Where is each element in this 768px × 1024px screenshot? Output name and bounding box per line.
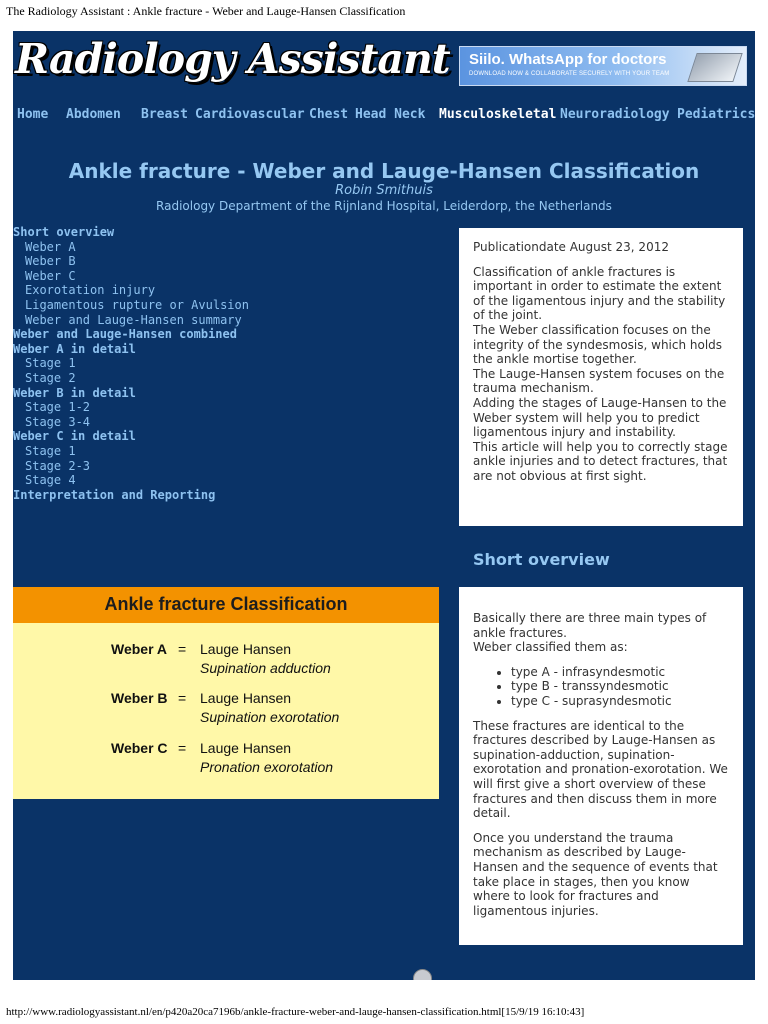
list-item: • type A - infrasyndesmotic — [511, 665, 729, 680]
lauge-hansen-label: Lauge Hansen — [200, 740, 292, 756]
list-item: • type C - suprasyndesmotic — [511, 694, 729, 709]
article-author: Robin Smithuis — [335, 183, 433, 198]
toc-link[interactable]: Weber and Lauge-Hansen combined — [13, 327, 237, 342]
nav-item-musculoskeletal[interactable]: Musculoskeletal — [439, 107, 557, 122]
nav-item-home[interactable]: Home — [17, 107, 49, 122]
nav-item-abdomen[interactable]: Abdomen — [66, 107, 121, 122]
figure-header — [13, 587, 439, 623]
ad-device-image — [687, 53, 742, 82]
short-overview-panel — [459, 587, 743, 945]
ad-subtitle: DOWNLOAD NOW & COLLABORATE SECURELY WITH YOUR TEAM — [469, 71, 670, 77]
weber-type-list — [473, 665, 729, 709]
nav-item-pediatrics[interactable]: Pediatrics — [677, 107, 755, 122]
toc-link[interactable]: Stage 1-2 — [25, 400, 91, 415]
weber-label: Weber A — [111, 641, 168, 657]
weber-label: Weber B — [111, 690, 168, 706]
toc-link[interactable]: Weber A — [25, 239, 76, 254]
nav-item-breast[interactable]: Breast — [141, 107, 188, 122]
toc-link[interactable]: Stage 3-4 — [25, 414, 91, 429]
table-of-contents — [13, 225, 453, 502]
toc-link[interactable]: Weber and Lauge-Hansen summary — [25, 312, 242, 327]
publication-date: Publicationdate August 23, 2012 — [473, 240, 669, 254]
nav-item-cardiovascular[interactable]: Cardiovascular — [195, 107, 305, 122]
nav-item-neuroradiology[interactable]: Neuroradiology — [560, 107, 670, 122]
toc-link[interactable]: Weber C — [25, 268, 76, 283]
intro-paragraph: This article will help you to correctly stage ankle injuries and to detect fractures, that are not obvious at first sight. — [473, 439, 728, 483]
intro-paragraph: The Weber classification focuses on the integrity of the syndesmosis, which holds the ankle mortise together. — [473, 322, 723, 367]
overview-paragraph: Basically there are three main types of ankle fractures. — [473, 611, 707, 640]
equals-sign: = — [178, 740, 187, 756]
article-institution: Radiology Department of the Rijnland Hospital, Leiderdorp, the Netherlands — [156, 199, 612, 213]
figure-title: Ankle fracture Classification — [104, 594, 348, 614]
toc-link[interactable]: Stage 4 — [25, 473, 76, 488]
scroll-handle[interactable] — [413, 969, 432, 980]
intro-paragraph: Classification of ankle fractures is important in order to estimate the extent of the ligamentous injury and the stability of the joint. — [473, 264, 726, 323]
overview-paragraph: These fractures are identical to the fractures described by Lauge-Hansen as supination-adduction, supination-exorotation and pronation-exorotation. We will first give a short overview of these fractures and then discuss them in more detail. — [473, 718, 728, 821]
print-page-title: The Radiology Assistant : Ankle fracture - Weber and Lauge-Hansen Classification — [6, 4, 406, 18]
toc-link[interactable]: Stage 1 — [25, 443, 76, 458]
ad-banner[interactable] — [459, 46, 747, 86]
toc-link[interactable]: Weber B — [25, 254, 76, 269]
toc-link[interactable]: Ligamentous rupture or Avulsion — [25, 297, 249, 312]
toc-link[interactable]: Weber B in detail — [13, 385, 136, 400]
toc-link[interactable]: Exorotation injury — [25, 283, 156, 298]
mechanism-label: Pronation exorotation — [200, 759, 334, 775]
lauge-hansen-label: Lauge Hansen — [200, 641, 292, 657]
overview-paragraph: Once you understand the trauma mechanism as described by Lauge-Hansen and the sequence of events that take place in stages, then you know where to look for fractures and ligamentous injuries. — [473, 830, 718, 918]
equals-sign: = — [178, 690, 187, 706]
mechanism-label: Supination adduction — [200, 660, 331, 676]
nav-item-head-neck[interactable]: Head Neck — [355, 107, 426, 122]
print-page-url: http://www.radiologyassistant.nl/en/p420a20ca7196b/ankle-fracture-weber-and-lauge-hansen-classification.html[15/9/19 16:10:43] — [6, 1006, 585, 1018]
lauge-hansen-label: Lauge Hansen — [200, 690, 292, 706]
section-heading-short-overview: Short overview — [473, 550, 610, 569]
toc-link[interactable]: Weber A in detail — [13, 341, 136, 356]
intro-panel — [459, 228, 743, 526]
weber-label: Weber C — [111, 740, 168, 756]
classification-figure — [13, 587, 439, 799]
intro-paragraph: Adding the stages of Lauge-Hansen to the Weber system will help you to predict ligamentous injury and instability. — [473, 395, 727, 440]
nav-item-chest[interactable]: Chest — [309, 107, 349, 122]
list-item: • type B - transsyndesmotic — [511, 679, 729, 694]
toc-link[interactable]: Stage 2-3 — [25, 458, 91, 473]
toc-link[interactable]: Stage 2 — [25, 370, 76, 385]
article-title: Ankle fracture - Weber and Lauge-Hansen Classification — [68, 159, 700, 183]
ad-title: Siilo. WhatsApp for doctors — [469, 51, 667, 68]
toc-link[interactable]: Interpretation and Reporting — [13, 487, 216, 502]
overview-paragraph: Weber classified them as: — [473, 640, 628, 655]
equals-sign: = — [178, 641, 187, 657]
toc-link[interactable]: Weber C in detail — [13, 429, 136, 444]
toc-link[interactable]: Stage 1 — [25, 356, 76, 371]
toc-link[interactable]: Short overview — [13, 225, 115, 239]
intro-paragraph: The Lauge-Hansen system focuses on the trauma mechanism. — [473, 366, 725, 396]
site-logo[interactable]: Radiology Assistant — [15, 35, 450, 83]
page-container — [13, 31, 755, 980]
mechanism-label: Supination exorotation — [200, 709, 340, 725]
